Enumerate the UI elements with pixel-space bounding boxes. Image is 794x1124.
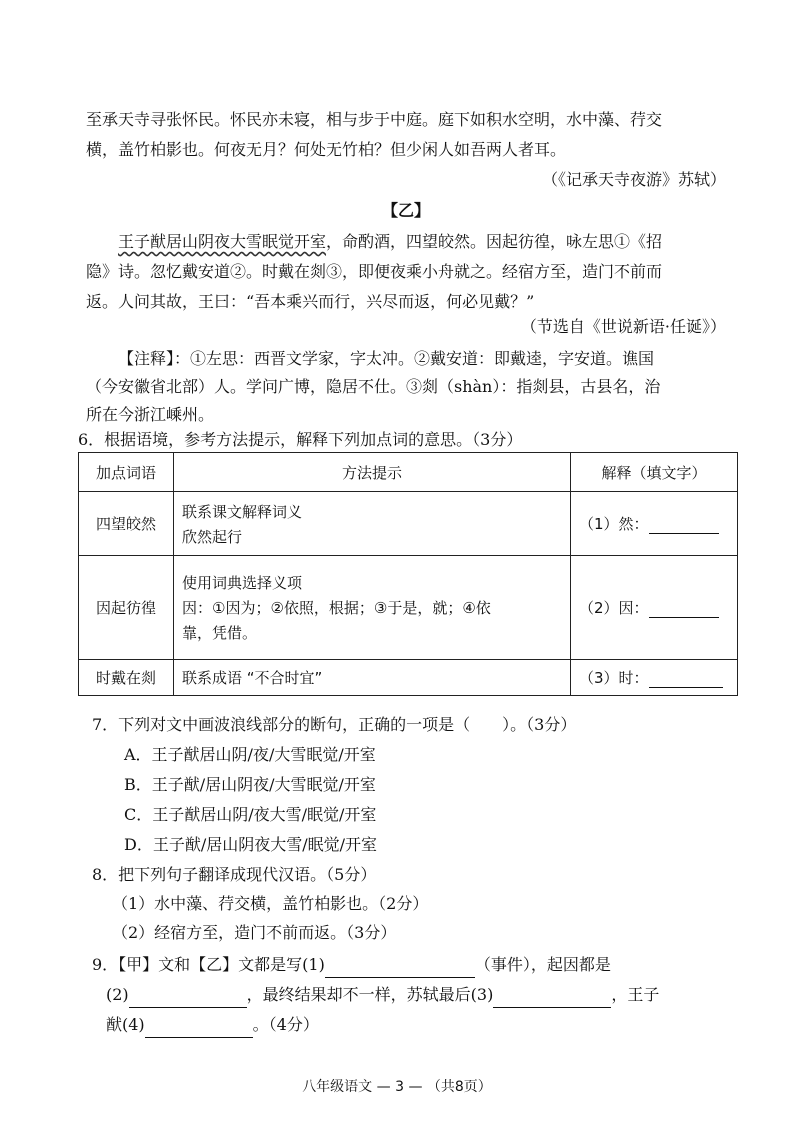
q8-item-1: （1）水中藻、荇交横，盖竹柏影也。（2分）: [112, 894, 429, 913]
wavy-underlined-phrase: 王子猷居山阴夜大雪眠觉开室: [118, 232, 327, 251]
row3-word-text: 时戴在剡: [95, 669, 156, 687]
row2-hint: [174, 556, 571, 660]
row1-hint: [174, 492, 571, 556]
yi-heading: 【乙】: [381, 201, 430, 220]
answer-blank-1[interactable]: [649, 515, 719, 534]
row1-answer-label: （1）然：: [579, 515, 649, 533]
row2-answer-label: （2）因：: [579, 599, 649, 617]
yi-source: （节选自《世说新语·任诞》）: [520, 317, 726, 336]
table-row: [79, 660, 738, 696]
row3-answer-label: （3）时：: [579, 669, 649, 687]
table-header-row: [79, 453, 738, 492]
row3-answer[interactable]: [571, 660, 738, 696]
q9-part-2: （事件），起因都是: [474, 955, 611, 974]
row2-word-text: 因起彷徨: [95, 599, 156, 617]
q8-item-2: （2）经宿方至，造门不前而返。（3分）: [112, 923, 397, 942]
row1-hint-1: 联系课文解释词义: [182, 502, 303, 521]
row2-answer[interactable]: [571, 556, 738, 660]
q7-option-a[interactable]: A．王子猷居山阴/夜/大雪眠觉/开室: [124, 745, 376, 764]
q9-part-6: 猷(4): [106, 1015, 145, 1034]
table-header-hint: 方法提示: [174, 453, 571, 492]
yi-text-line-3: 返。人问其故，王曰：“吾本乘兴而行，兴尽而返，何必见戴？”: [86, 292, 535, 311]
q9-blank-1[interactable]: [325, 959, 475, 978]
q6-stem: 6．根据语境，参考方法提示，解释下列加点词的意思。（3分）: [78, 430, 523, 449]
q8-stem: 8．把下列句子翻译成现代汉语。（5分）: [92, 865, 377, 884]
method-table: [78, 452, 738, 696]
q9-blank-2[interactable]: [129, 989, 247, 1008]
row2-hint-1: 使用词典选择义项: [182, 574, 303, 592]
q7-option-c[interactable]: C．王子猷居山阴/夜大雪/眠觉/开室: [124, 805, 377, 824]
notes-line-3: 所在今浙江嵊州。: [86, 405, 215, 424]
table-header-answer: 解释（填文字）: [571, 453, 738, 492]
table-row: [79, 492, 738, 556]
q9-blank-4[interactable]: [145, 1019, 253, 1038]
yi-text-line-1: [86, 229, 726, 255]
q9-line-3: [106, 1012, 746, 1038]
q9-blank-3[interactable]: [493, 989, 611, 1008]
row1-hint-2: 欣然起行: [182, 527, 243, 546]
table-header-word: 加点词语: [79, 453, 174, 492]
q9-line-1: [92, 952, 742, 978]
q9-part-3: (2): [106, 985, 129, 1004]
answer-blank-2[interactable]: [649, 599, 719, 618]
row3-hint: 联系成语 “不合时宜”: [174, 660, 571, 696]
yi-text-line-2: 隐》诗。忽忆戴安道②。时戴在剡③，即便夜乘小舟就之。经宿方至，造门不前而: [86, 262, 663, 281]
q9-part-4: ，最终结果却不一样，苏轼最后(3): [246, 985, 494, 1004]
table-row: [79, 556, 738, 660]
q9-part-7: 。（4分）: [252, 1015, 319, 1034]
q9-line-2: [106, 982, 746, 1008]
answer-blank-3[interactable]: [649, 669, 723, 688]
yi-line-1-rest: ，命酌酒，四望皎然。因起彷徨，咏左思①《招: [326, 232, 663, 251]
jia-source: （《记承天寺夜游》苏轼）: [541, 170, 726, 189]
q7-option-b[interactable]: B．王子猷/居山阴夜/大雪眠觉/开室: [124, 775, 376, 794]
row1-word: [79, 492, 174, 556]
jia-text-line-2: 横，盖竹柏影也。何夜无月？何处无竹柏？但少闲人如吾两人者耳。: [86, 140, 567, 159]
row3-word: [79, 660, 174, 696]
q7-option-d[interactable]: D．王子猷/居山阴夜大雪/眠觉/开室: [124, 835, 378, 854]
row2-hint-2: 因：①因为；②依照，根据；③于是，就；④依: [182, 599, 491, 617]
row2-hint-3: 靠，凭借。: [182, 624, 258, 642]
page-footer: 八年级语文 — 3 — （共8页）: [302, 1079, 492, 1095]
row1-answer[interactable]: [571, 492, 738, 556]
notes-line-2: （今安徽省北部）人。学问广博，隐居不仕。③剡（shàn）：指剡县，古县名，治: [86, 377, 661, 396]
q9-part-1: 9．【甲】文和【乙】文都是写(1): [92, 955, 325, 974]
notes-line-1: 【注释】：①左思：西晋文学家，字太冲。②戴安道：即戴逵，字安道。谯国: [118, 349, 655, 368]
row1-word-text: 四望皎然: [95, 515, 156, 533]
q7-stem: 7．下列对文中画波浪线部分的断句，正确的一项是（ ）。（3分）: [92, 715, 577, 734]
q9-part-5: ，王子: [611, 985, 660, 1004]
jia-text-line-1: 至承天寺寻张怀民。怀民亦未寝，相与步于中庭。庭下如积水空明，水中藻、荇交: [86, 110, 663, 129]
row2-word: [79, 556, 174, 660]
